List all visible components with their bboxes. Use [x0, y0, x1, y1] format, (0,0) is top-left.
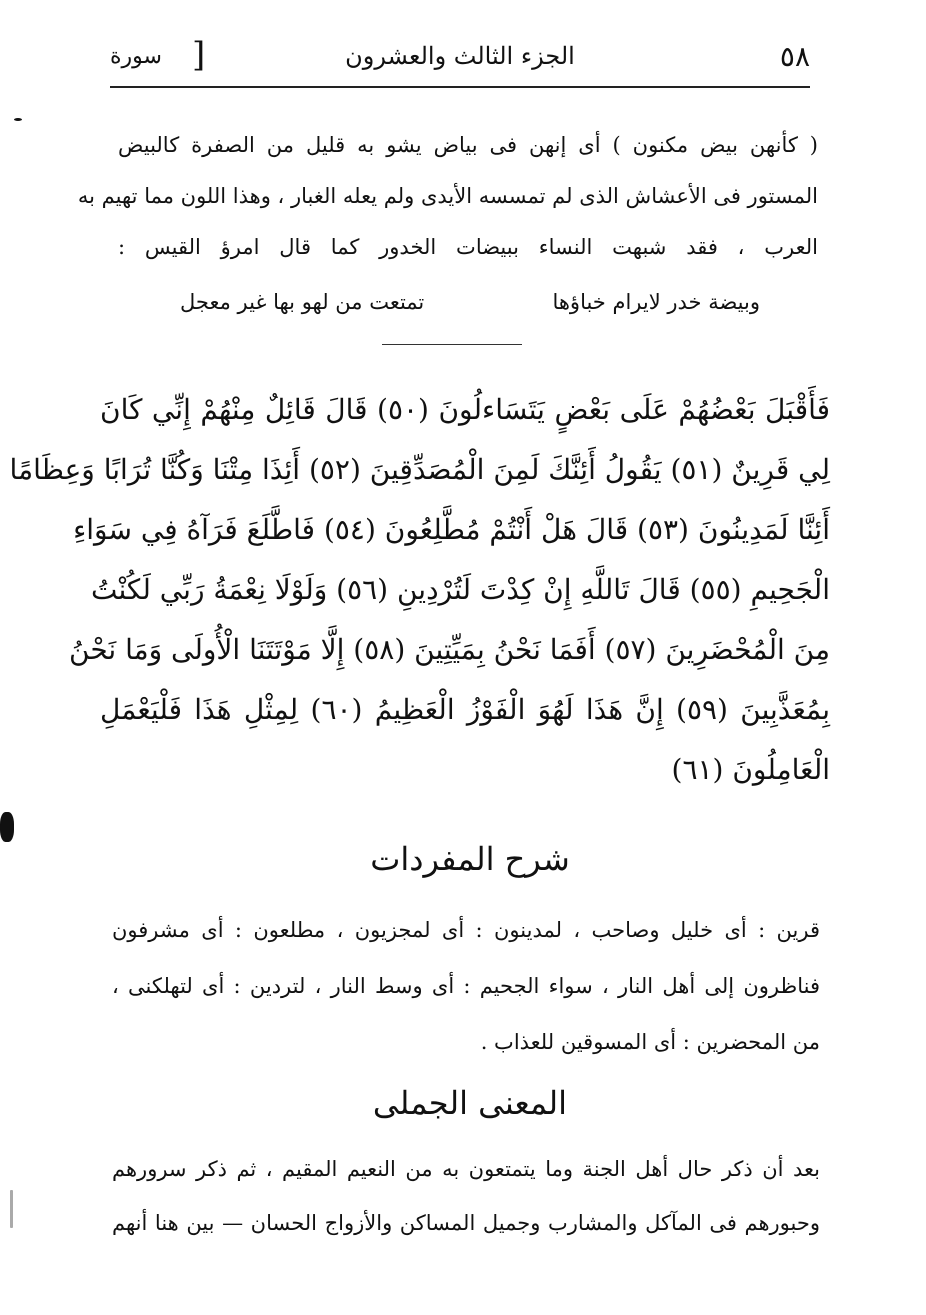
meaning-line: بعد أن ذكر حال أهل الجنة وما يتمتعون به من النعيم المقيم ، ثم ذكر سرورهم — [112, 1157, 820, 1181]
tafsir-line: المستور فى الأعشاش الذى لم تمسسه الأيدى ولم يعله الغبار ، وهذا اللون مما تهيم به — [77, 184, 818, 208]
quran-line: الْجَحِيمِ (٥٥) قَالَ تَاللَّهِ إِنْ كِدْتَ لَتُرْدِينِ (٥٦) وَلَوْلَا نِعْمَةُ رَبِّي لَكُنْتُ — [90, 573, 830, 606]
vocab-heading: شرح المفردات — [370, 840, 570, 878]
poetry-hemistich-second: تمتعت من لهو بها غير معجل — [180, 290, 425, 314]
poetry-verse — [180, 282, 760, 322]
quran-line: مِنَ الْمُحْضَرِينَ (٥٧) أَفَمَا نَحْنُ بِمَيِّتِينَ (٥٨) إِلَّا مَوْتَتَنَا الْأُولَى وَمَا نَحْنُ — [69, 633, 830, 666]
scan-speck — [10, 1190, 13, 1228]
quran-line: لِي قَرِينٌ (٥١) يَقُولُ أَئِنَّكَ لَمِنَ الْمُصَدِّقِينَ (٥٢) أَئِذَا مِتْنَا وَكُنَّا تُرَابًا وَعِظَامًا — [9, 453, 830, 486]
part-title: الجزء الثالث والعشرون — [345, 42, 575, 70]
quran-line: بِمُعَذَّبِينَ (٥٩) إِنَّ هَذَا لَهُوَ الْفَوْزُ الْعَظِيمُ (٦٠) لِمِثْلِ هَذَا فَلْيَعْمَلِ — [100, 693, 830, 726]
section-divider — [382, 344, 522, 345]
vocab-paragraph — [112, 902, 820, 1070]
surah-label: سورة — [110, 44, 162, 69]
tafsir-line: ( كأنهن بيض مكنون ) أى إنهن فى بياض يشو به قليل من الصفرة كالبيض — [118, 133, 818, 157]
tafsir-paragraph — [77, 120, 818, 273]
vocab-line: من المحضرين : أى المسوقين للعذاب . — [480, 1030, 820, 1054]
quran-line: أَئِنَّا لَمَدِينُونَ (٥٣) قَالَ هَلْ أَنْتُمْ مُطَّلِعُونَ (٥٤) فَاطَّلَعَ فَرَآهُ فِي سَوَاءِ — [73, 513, 830, 546]
header-rule — [110, 86, 810, 88]
quran-line: الْعَامِلُونَ (٦١) — [671, 753, 830, 786]
page-number: ٥٨ — [779, 40, 810, 73]
page-header — [110, 35, 810, 88]
meaning-paragraph — [112, 1142, 820, 1250]
meaning-line: وحبورهم فى المآكل والمشارب وجميل المساكن والأزواج الحسان — بين هنا أنهم — [112, 1211, 820, 1235]
vocab-line: قرين : أى خليل وصاحب ، لمدينون : أى لمجزيون ، مطلعون : أى مشرفون — [112, 918, 820, 942]
quran-passage — [9, 380, 830, 800]
tafsir-line: العرب ، فقد شبهت النساء ببيضات الخدور كما قال امرؤ القيس : — [118, 235, 818, 259]
scan-speck — [14, 118, 22, 121]
poetry-hemistich-first: وبيضة خدر لايرام خباؤها — [552, 290, 760, 314]
scan-speck — [0, 812, 14, 842]
meaning-heading: المعنى الجملى — [372, 1084, 568, 1122]
bracket-mark: [ — [192, 35, 206, 75]
vocab-line: فناظرون إلى أهل النار ، سواء الجحيم : أى وسط النار ، لتردين : أى لتهلكنى ، — [112, 974, 820, 998]
quran-line: فَأَقْبَلَ بَعْضُهُمْ عَلَى بَعْضٍ يَتَسَاءلُونَ (٥٠) قَالَ قَائِلٌ مِنْهُمْ إِنِّي كَانَ — [100, 393, 830, 426]
